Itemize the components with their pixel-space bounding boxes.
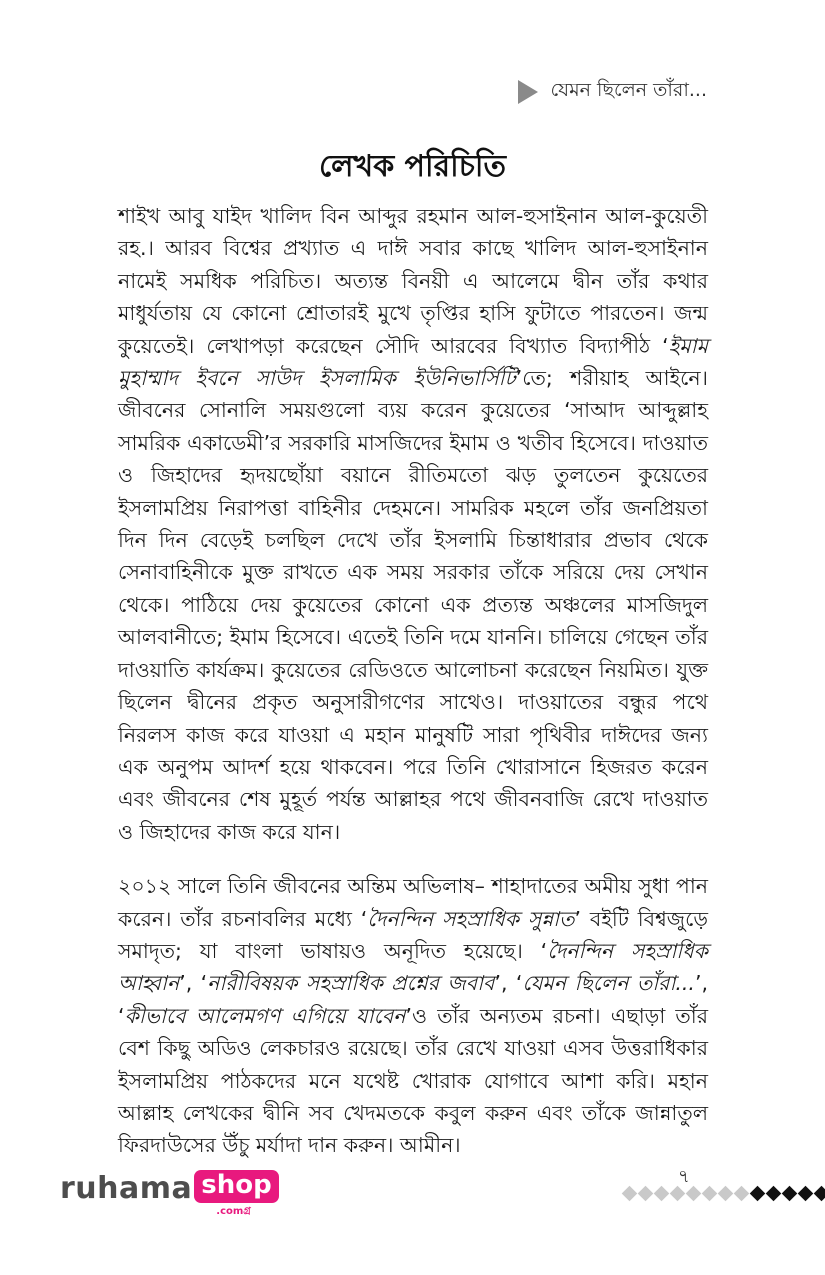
brand-domain: .comগ্র: [216, 1206, 251, 1217]
brand-shop: shop: [194, 1170, 278, 1203]
page-title: লেখক পরিচিতি: [319, 149, 506, 184]
book-title-text: কীভাবে আলেমগণ এগিয়ে যাবেন: [124, 1003, 406, 1028]
text-run: ’, ‘: [118, 971, 708, 1028]
page-number: ৭: [678, 1166, 690, 1187]
book-title-text: যেমন ছিলেন তাঁরা...: [522, 971, 695, 996]
diamond-icon: [702, 1186, 718, 1202]
diamond-icon: [782, 1186, 798, 1202]
triangle-icon: [518, 80, 538, 104]
brand-name: ruhama: [60, 1171, 193, 1206]
running-title: যেমন ছিলেন তাঁরা...: [550, 79, 707, 101]
diamond-icon: [654, 1186, 670, 1202]
text-run: ’, ‘: [494, 971, 523, 996]
book-title-text: দৈনন্দিন সহস্রাধিক আহ্বান: [118, 938, 708, 996]
text-run: ’তে; শরীয়াহ আইনে। জীবনের সোনালি সময়গুলো ব্যয় করেন কুয়েতের ‘সাআদ আব্দুল্লাহ সামরিক একাডেমী’র সরকারি মাসজিদের ইমাম ও খতীব হিসেবে। দাওয়াত ও জিহাদের হৃদয়ছোঁয়া বয়ানে রীতিমতো ঝড় তুলতেন কুয়েতের ইসলামপ্রিয় নিরাপত্তা বাহিনীর দেহমনে। সামরিক মহলে তাঁর জনপ্রিয়তা দিন দিন বেড়েই চলছিল দেখে তাঁর ইসলামি চিন্তাধারার প্রভাব থেকে সেনাবাহিনীকে মুক্ত রাখতে এক সময় সরকার তাঁকে সরিয়ে দেয় সেখান থেকে। পাঠিয়ে দেয় কুয়েতের কোনো এক প্রত্যন্ত অঞ্চলের মাসজিদুল আলবানীতে; ইমাম হিসেবে। এতেই তিনি দমে যাননি। চালিয়ে গেছেন তাঁর দাওয়াতি কার্যক্রম। কুয়েতের রেডিওতে আলোচনা করেছেন নিয়মিত। যুক্ত ছিলেন দ্বীনের প্রকৃত অনুসারীগণের সাথেও। দাওয়াতের বন্ধুর পথে নিরলস কাজ করে যাওয়া এ মহান মানুষটি সারা পৃথিবীর দাঈদের জন্য এক অনুপম আদর্শ হয়ে থাকবেন। পরে তিনি খোরাসানে হিজরত করেন এবং জীবনের শেষ মুহূর্ত পর্যন্ত আল্লাহর পথে জীবনবাজি রেখে দাওয়াত ও জিহাদের কাজ করে যান।: [118, 366, 708, 844]
diamond-icon: [798, 1186, 814, 1202]
diamond-icon: [670, 1186, 686, 1202]
diamond-icon: [686, 1186, 702, 1202]
running-header: [518, 76, 707, 108]
diamond-icon: [750, 1186, 766, 1202]
diamond-icon: [814, 1186, 825, 1202]
brand-logo: [60, 1170, 279, 1217]
diamond-ornament: [622, 1186, 825, 1201]
text-run: ’ বইটি বিশ্বজুড়ে সমাদৃত; যা বাংলা ভাষায়ও অনূদিত হয়েছে। ‘: [118, 906, 708, 963]
diamond-icon: [622, 1186, 638, 1202]
text-run: ’, ‘: [179, 971, 208, 996]
body-text: [118, 200, 708, 1162]
paragraph: [118, 870, 708, 1162]
text-run: ’ও তাঁর অন্যতম রচনা। এছাড়া তাঁর বেশ কিছু অডিও লেকচারও রয়েছে। তাঁর রেখে যাওয়া এসব উত্তরাধিকার ইসলামপ্রিয় পাঠকদের মনে যথেষ্ট খোরাক যোগাবে আশা করি। মহান আল্লাহ লেখকের দ্বীনি সব খেদমতকে কবুল করুন এবং তাঁকে জান্নাতুল ফিরদাউসের উঁচু মর্যাদা দান করুন। আমীন।: [118, 1003, 708, 1158]
book-title-text: দৈনন্দিন সহস্রাধিক সুন্নাত: [367, 906, 575, 931]
diamond-icon: [734, 1186, 750, 1202]
diamond-icon: [638, 1186, 654, 1202]
brand-shop-badge: [194, 1170, 278, 1217]
text-run: শাইখ আবু যাইদ খালিদ বিন আব্দুর রহমান আল-হুসাইনান আল-কুয়েতী রহ.। আরব বিশ্বের প্রখ্যাত এ দাঈ সবার কাছে খালিদ আল-হুসাইনান নামেই সমধিক পরিচিত। অত্যন্ত বিনয়ী এ আলেমে দ্বীন তাঁর কথার মাধুর্যতায় যে কোনো শ্রোতারই মুখে তৃপ্তির হাসি ফুটাতে পারতেন। জন্ম কুয়েতেই। লেখাপড়া করেছেন সৌদি আরবের বিখ্যাত বিদ্যাপীঠ ‘: [118, 204, 708, 358]
paragraph: [118, 200, 708, 848]
text-run: ২০১২ সালে তিনি জীবনের অন্তিম অভিলাষ– শাহাদাতের অমীয় সুধা পান করেন। তাঁর রচনাবলির মধ্যে ‘: [118, 874, 708, 931]
book-title-text: নারীবিষয়ক সহস্রাধিক প্রশ্নের জবাব: [207, 971, 495, 996]
book-title-text: ইমাম মুহাম্মাদ ইবনে সাউদ ইসলামিক ইউনিভার্সিটি: [118, 333, 708, 391]
diamond-icon: [766, 1186, 782, 1202]
diamond-icon: [718, 1186, 734, 1202]
